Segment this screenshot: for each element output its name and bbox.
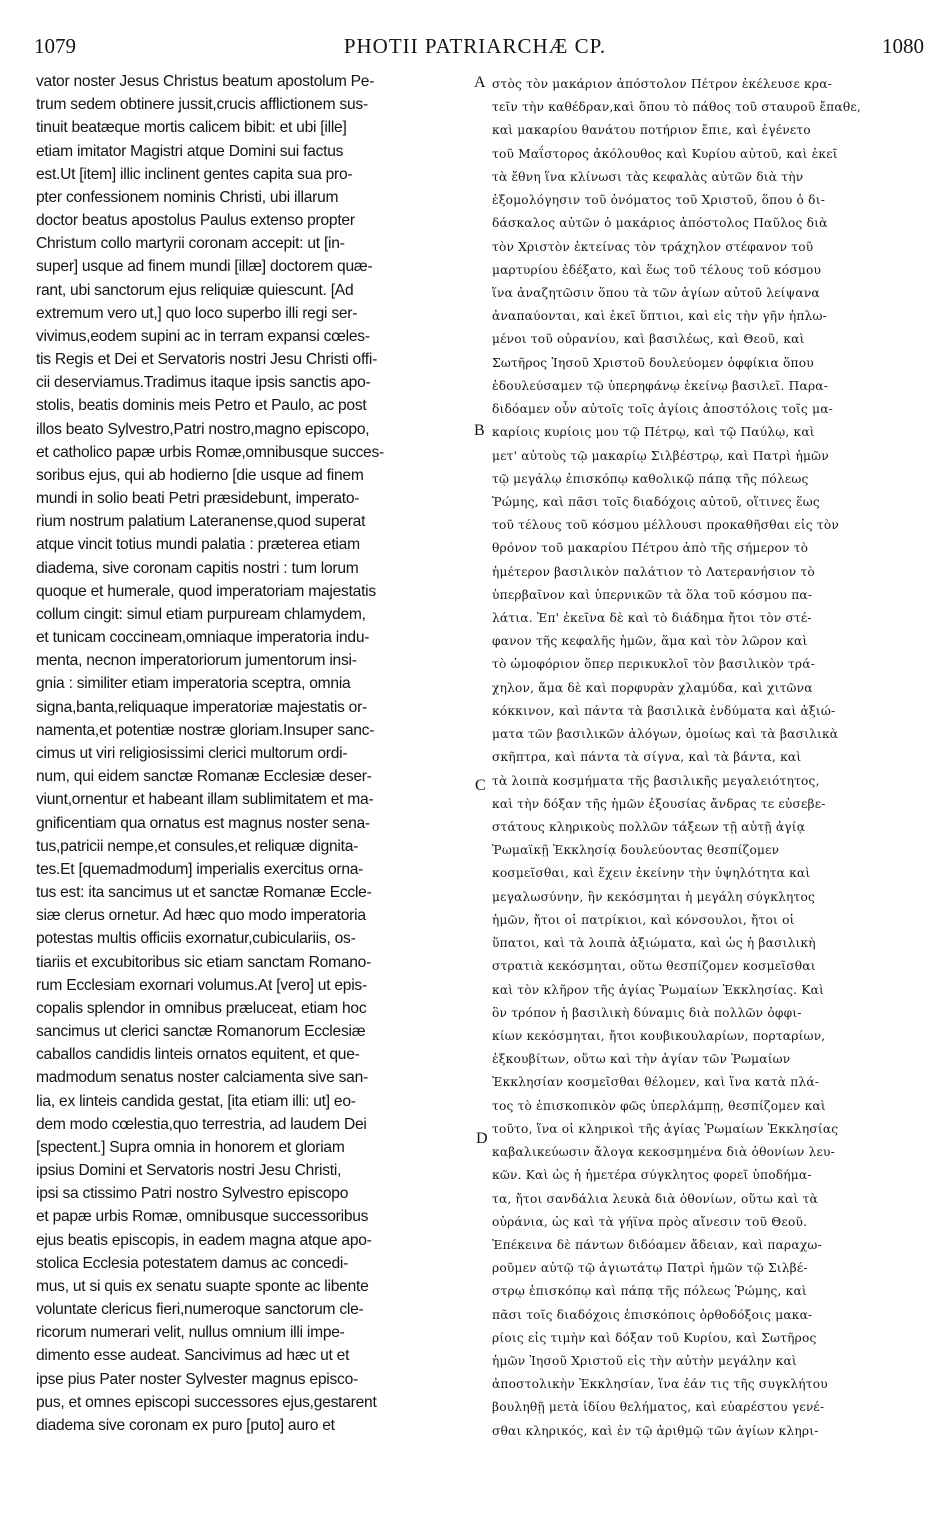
greek-text-line: θρόνον τοῦ μακαρίου Πέτρου ἀπὸ τῆς σήμερον τὸ [492,541,809,556]
latin-text-line: etiam imitator Magistri atque Domini sui factus [36,142,344,160]
greek-text-line: τὸ ὠμοφόριον ὅπερ περικυκλοῖ τὸν βασιλικὸν τρά- [492,657,816,672]
greek-text-line: ἡμῶν Ἰησοῦ Χριστοῦ εἰς τὴν αὐτὴν μεγάλην καὶ [492,1354,797,1369]
latin-text-line: menta, necnon imperatoriorum jumentorum insi- [36,652,357,670]
latin-text-line: madmodum senatus noster calciamenta sive san- [36,1069,368,1087]
greek-text-line: μετ' αὐτοὺς τῷ μακαρίῳ Σιλβέστρῳ, καὶ Πατρὶ ἡμῶν [492,448,829,463]
greek-text-line: ὃν τρόπον ἡ βασιλικὴ δύναμις διὰ πολλῶν ὀφφι- [492,1005,802,1020]
latin-text-line: ipsi sa ctissimo Patri nostro Sylvestro episcopo [36,1185,349,1203]
latin-text-line: super] usque ad finem mundi [illæ] doctorem quæ- [36,258,373,276]
greek-text-line: τὰ ἔθνη ἵνα κλίνωσι τὰς κεφαλὰς αὐτῶν διὰ τὴν [492,169,804,184]
greek-text-line: καὶ τὸν κλῆρον τῆς ἁγίας Ῥωμαίων Ἐκκλησίας. Καὶ [492,982,825,997]
latin-text-line: et catholico papæ urbis Romæ,omnibusque succes- [36,443,384,461]
latin-text-line: atque vincit totius mundi palatia : præterea etiam [36,536,360,554]
latin-text-line: extremum vero ut,] quo loco superbo illi regi ser- [36,304,358,322]
latin-text-line: pter confessionem nominis Christi, ubi illarum [36,188,339,206]
latin-text-line: et tunicam coccineam,omniaque imperatoria indu- [36,629,370,647]
greek-text-line: κίων κεκόσμηται, ἤτοι κουβικουλαρίων, πορταρίων, [492,1028,826,1043]
latin-text-line: voluntate clericus fieri,numeroque sanctorum cle- [36,1301,364,1319]
greek-text-line: μαρτυρίου ἐδέξατο, καὶ ἕως τοῦ τέλους τοῦ κόσμου [492,262,822,277]
section-marker-b: B [474,422,485,439]
greek-text-line: στρῳ ἐπισκόπῳ καὶ πάπᾳ τῆς πόλεως Ῥώμης, καὶ [492,1284,807,1299]
latin-text-line: viunt,ornentur et habeant illam sublimitatem et ma- [36,791,374,809]
latin-text-line: ipse pius Pater noster Sylvester magnus episco- [36,1370,358,1388]
greek-text-line: στάτους κληρικοὺς πολλῶν τάξεων τῇ αὐτῇ ἁγίᾳ [492,820,806,834]
greek-text-line: κῶν. Καὶ ὡς ἡ ἡμετέρα σύγκλητος φορεῖ ὑποδήμα- [492,1168,812,1183]
greek-text-line: βουληθῇ μετὰ ἰδίου θελήματος, καὶ εὐαρέστου γενέ- [492,1400,825,1415]
greek-text-line: δάσκαλος αὐτῶν ὁ μακάριος ἀπόστολος Παῦλος διὰ [492,216,828,231]
greek-text-line: ἐξκουβίτων, οὕτω καὶ τὴν ἁγίαν τῶν Ῥωμαίων [492,1052,791,1067]
latin-text-line: signa,banta,reliquaque imperatoriæ majestatis or- [36,698,367,716]
greek-text-line: τος τὸ ἐπισκοπικὸν φῶς ὑπερλάμπῃ, θεσπίζομεν καὶ [492,1098,826,1113]
greek-text-line: καὶ μακαρίου θανάτου ποτήριον ἔπιε, καὶ ἐγένετο [492,123,811,138]
latin-text-line: rant, ubi sanctorum ejus reliquiæ quiescunt. [Ad [36,281,354,299]
latin-text-line: tiariis et excubitoribus sic etiam sanctam Romano- [36,953,372,971]
greek-text-line: Σωτῆρος Ἰησοῦ Χριστοῦ δουλεύομεν ὀφφίκια ὅπου [492,355,814,370]
latin-text-line: tus est: ita sancimus ut et sanctæ Romanæ Eccle- [36,884,372,902]
latin-text-line: cimus ut viri religiosissimi clerici multorum ordi- [36,744,348,762]
greek-text-line: ἐδουλεύσαμεν τῷ ὑπερηφάνῳ ἐκείνῳ βασιλεῖ. Παρα- [492,378,829,393]
section-marker-d: D [476,1130,488,1147]
latin-text-line: collum cingit: simul etiam purpuream chlamydem, [36,605,366,623]
greek-text-line: στὸς τὸν μακάριον ἀπόστολον Πέτρον ἐκέλευσε κρα- [492,77,832,91]
page-number-right: 1080 [882,34,924,58]
greek-text-line: καρίοις κυρίοις μου τῷ Πέτρῳ, καὶ τῷ Παύλῳ, καὶ [492,425,815,440]
greek-text-line: τεῖν τὴν καθέδραν,καὶ ὅπου τὸ πάθος τοῦ σταυροῦ ἔπαθε, [492,100,861,115]
greek-text-line: τα, ἤτοι σανδάλια λευκὰ διὰ ὀθονίων, οὕτω καὶ τὰ [492,1191,818,1206]
greek-text-line: μεγαλωσύνην, ἣν κεκόσμηται ἡ μεγάλη σύγκλητος [492,889,816,904]
greek-text-line: κοσμεῖσθαι, καὶ ἔχειν ἐκείνην τὴν ὑψηλότητα καὶ [492,866,811,881]
latin-text-line: illos beato Sylvestro,Patri nostro,magno episcopo, [36,420,370,438]
latin-text-line: tis Regis et Dei et Servatoris nostri Jesu Christi offi- [36,351,378,369]
latin-text-line: pus, et omnes episcopi successores ejus,gestarent [36,1393,377,1411]
greek-text-line: ὑπερβαῖνον καὶ ὑπερνικῶν τὰ ὅλα τοῦ κόσμου πα- [492,587,813,602]
greek-text-line: ἡμέτερον βασιλικὸν παλάτιον τὸ Λατερανήσιον τὸ [492,564,815,579]
latin-text-line: sancimus ut clerici sanctæ Romanorum Ecclesiæ [36,1023,366,1041]
latin-text-line: potestas multis officiis exornatur,cubiculariis, os- [36,930,356,948]
greek-text-line: τοῦ τέλους τοῦ κόσμου μέλλουσι προκαθῆσθαι εἰς τὸν [492,518,839,533]
latin-text-line: diadema sive coronam ex puro [puto] auro et [36,1416,335,1434]
greek-text-line: ἡμῶν, ἤτοι οἱ πατρίκιοι, καὶ κόνσουλοι, ἤτοι οἱ [492,912,795,927]
page-number-left: 1079 [34,34,76,58]
greek-text-line: Ῥώμης, καὶ πᾶσι τοῖς διαδόχοις αὐτοῦ, οἵτινες ἕως [492,494,820,509]
latin-text-line: gnia : similiter etiam imperatoria sceptra, omnia [36,675,351,693]
greek-text-line: ἀποστολικὴν Ἐκκλησίαν, ἵνα ἐάν τις τῆς συγκλήτου [492,1377,828,1392]
latin-column [36,70,472,1437]
greek-column [492,73,922,1443]
latin-text-line: diadema, sive coronam capitis nostri : tum lorum [36,559,359,577]
latin-text-line: soribus ejus, qui ab hodierno [die usque ad finem [36,466,364,484]
latin-text-line: Christum collo martyrii coronam accepit: ut [in- [36,235,345,253]
latin-text-line: num, qui eidem sanctæ Romanæ Ecclesiæ deser- [36,768,372,786]
latin-text-line: tinuit beatæque mortis calicem bibit: et ubi [ille] [36,119,347,137]
latin-text-line: et papæ urbis Romæ, omnibusque successoribus [36,1208,369,1226]
page-header [0,34,950,60]
latin-text-line: [spectent.] Supra omnia in honorem et gloriam [36,1138,345,1156]
greek-text-line: καὶ τὴν δόξαν τῆς ἡμῶν ἐξουσίας ἄνδρας τε εὐσεβε- [492,796,826,811]
greek-text-line: μένοι τοῦ οὐρανίου, καὶ βασιλέως, καὶ Θεοῦ, καὶ [492,332,805,347]
latin-text-line: cii deserviamus.Tradimus itaque ipsis sanctis apo- [36,374,371,392]
greek-text-line: τὸν Χριστὸν ἐκτείνας τὸν τράχηλον στέφανον τοῦ [492,239,814,254]
greek-text-line: ρίοις εἰς τιμὴν καὶ δόξαν τοῦ Κυρίου, καὶ Σωτῆρος [492,1330,817,1345]
greek-text-line: τοῦ Μαΐστορος ἀκόλουθος καὶ Κυρίου αὐτοῦ, καὶ ἐκεῖ [492,146,838,161]
greek-text-line: λάτια. Ἐπ' ἐκεῖνα δὲ καὶ τὸ διάδημα ἤτοι τὸν στέ- [492,611,812,626]
section-marker-c: C [475,777,486,794]
latin-text-line: gnificentiam qua ornatus est magnus noster sena- [36,814,370,832]
latin-text-line: stolis, beatis dominis meis Petro et Paulo, ac post [36,397,367,415]
latin-text-line: rum Ecclesiam exornari volumus.At [vero] ut epis- [36,976,367,994]
latin-text-line: doctor beatus apostolus Paulus extenso propter [36,212,355,230]
section-marker-a: A [474,74,486,91]
latin-text-line: ejus beatis episcopis, in eadem magna atque apo- [36,1231,372,1249]
greek-text-line: ὕπατοι, καὶ τὰ λοιπὰ ἀξιώματα, καὶ ὡς ἡ βασιλικὴ [492,936,816,951]
latin-text-line: copalis splendor in omnibus præluceat, etiam hoc [36,999,367,1017]
greek-text-line: Ἐπέκεινα δὲ πάντων διδόαμεν ἄδειαν, καὶ παραχω- [492,1237,822,1252]
greek-text-line: ἵνα ἀναζητῶσιν ὅπου τὰ τῶν ἁγίων αὐτοῦ λείψανα [492,285,820,300]
latin-text-line: rium nostrum palatium Lateranense,quod superat [36,513,366,531]
greek-text-line: τὰ λοιπὰ κοσμήματα τῆς βασιλικῆς μεγαλειότητος, [492,773,820,788]
latin-text-line: est.Ut [item] illic inclinent gentes capita sua pro- [36,165,353,183]
greek-text-line: Ῥωμαϊκῇ Ἐκκλησίᾳ δουλεύοντας θεσπίζομεν [492,843,780,858]
greek-text-line: ἀναπαύονται, καὶ ἐκεῖ ὕπτιοι, καὶ εἰς τὴν γῆν ἡπλω- [492,309,827,324]
greek-text-line: σκῆπτρα, καὶ πάντα τὰ σίγνα, καὶ τὰ βάντα, καὶ [492,750,802,765]
latin-text-line: ipsius Domini et Servatoris nostri Jesu Christi, [36,1162,342,1180]
latin-text-line: ricorum numerari velit, nullus omnium illi impe- [36,1324,345,1342]
greek-text-line: Ἐκκλησίαν κοσμεῖσθαι θέλομεν, καὶ ἵνα κατὰ πλά- [492,1075,820,1090]
latin-text-line: mus, ut si quis ex senatu suapte sponte ac libente [36,1277,369,1295]
latin-text-line: dimento esse audeat. Sancivimus ad hæc ut et [36,1347,350,1365]
running-title: PHOTII PATRIARCHÆ CP. [343,34,607,58]
latin-text-line: lia, ex linteis candida gestat, [ita etiam illi: ut] eo- [36,1092,356,1110]
latin-text-line: tus,patricii nempe,et consules,et reliquæ dignita- [36,837,359,855]
latin-text-line: vivimus,eodem supini ac in terram expansi cœles- [36,327,370,345]
latin-text-line: quoque et humerale, quod imperatoriam majestatis [36,582,376,600]
latin-text-line: dem modo cœlestia,quo terrestria, ad laudem Dei [36,1115,367,1133]
greek-text-line: στρατιὰ κεκόσμηται, οὕτω θεσπίζομεν κοσμεῖσθαι [492,959,816,974]
greek-text-line: οὐράνια, ὡς καὶ τὰ γήϊνα πρὸς αἴνεσιν τοῦ Θεοῦ. [492,1214,808,1229]
latin-text-line: mundi in solio beati Petri præsidebunt, imperato- [36,490,360,508]
greek-text-line: χηλον, ἅμα δὲ καὶ πορφυρὰν χλαμύδα, καὶ χιτῶνα [492,680,813,695]
latin-text-line: siæ clerus ornetur. Ad hæc quo modo imperatoria [36,907,366,925]
greek-text-line: ροῦμεν αὐτῷ τῷ ἁγιωτάτῳ Πατρὶ ἡμῶν τῷ Σιλβέ- [492,1261,808,1276]
greek-text-line: κόκκινον, καὶ πάντα τὰ βασιλικὰ ἐνδύματα καὶ ἀξιώ- [492,703,836,718]
greek-text-line: φανον τῆς κεφαλῆς ἡμῶν, ἅμα καὶ τὸν λῶρον καὶ [492,634,808,649]
latin-text-line: stolica Ecclesia potestatem damus ac concedi- [36,1254,349,1272]
greek-text-line: σθαι κληρικός, καὶ ἐν τῷ ἀριθμῷ τῶν ἁγίων κληρι- [492,1423,819,1438]
greek-text-line: πᾶσι τοῖς διαδόχοις ἐπισκόποις ὀρθοδόξοις μακα- [492,1307,813,1322]
greek-text-line: καβαλικεύωσιν ἄλογα κεκοσμημένα διὰ ὀθονίων λευ- [492,1145,835,1160]
latin-text-line: caballos candidis linteis ornatos equitent, et que- [36,1046,360,1064]
greek-text-line: ἐξομολόγησιν τοῦ ὀνόματος τοῦ Χριστοῦ, ὅπου ὁ δι- [492,193,826,208]
latin-text-line: tes.Et [quemadmodum] imperialis exercitus orna- [36,860,364,878]
latin-text-line: vator noster Jesus Christus beatum apostolum Pe- [36,73,375,90]
greek-text-line: τοῦτο, ἵνα οἱ κληρικοὶ τῆς ἁγίας Ῥωμαίων Ἐκκλησίας [492,1121,839,1136]
latin-text-line: namenta,et potentiæ nostræ gloriam.Insuper sanc- [36,721,375,739]
latin-text-line: trum sedem obtinere jussit,crucis afflictionem sus- [36,96,368,114]
greek-text-line: διδόαμεν οὖν αὐτοῖς τοῖς ἁγίοις ἀποστόλοις τοῖς μα- [492,402,833,417]
greek-text-line: τῷ μεγάλῳ ἐπισκόπῳ καθολικῷ πάπᾳ τῆς πόλεως [492,471,809,486]
greek-text-line: ματα τῶν βασιλικῶν ἀλόγων, ὁμοίως καὶ τὰ βασιλικὰ [492,727,839,742]
